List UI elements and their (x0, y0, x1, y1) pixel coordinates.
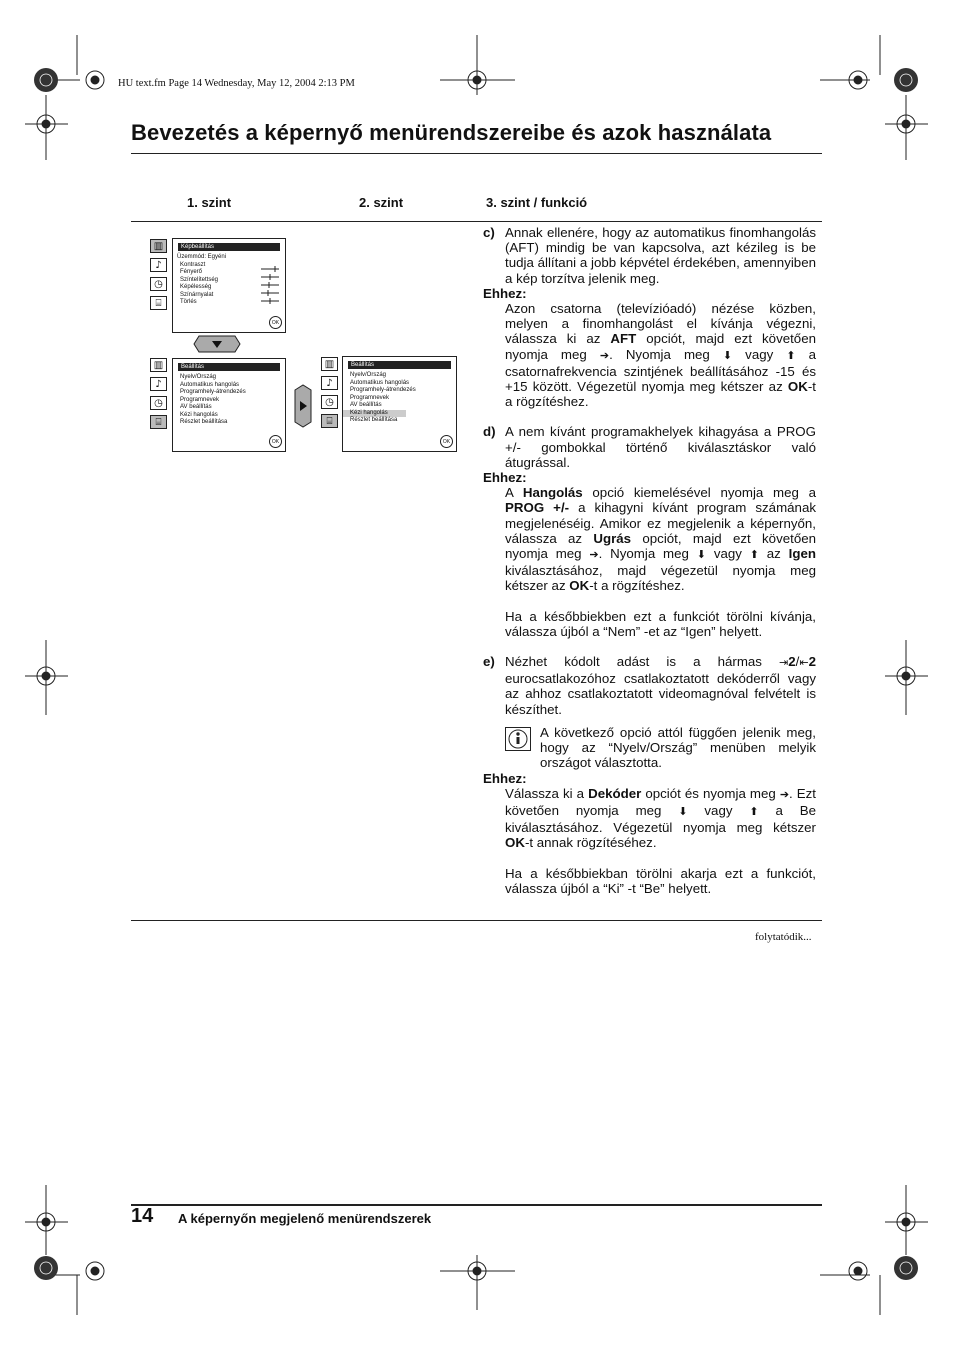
down-arrow-button-icon (193, 335, 241, 353)
menu-icons-level2 (150, 358, 168, 434)
menu-line: Részlet beállítása (350, 417, 398, 423)
timer-icon: ◷ (150, 396, 167, 410)
menu-line: Üzemmód: Egyéni (177, 254, 227, 260)
ok-button-icon: OK (269, 435, 282, 448)
instructions-column (483, 225, 816, 896)
right-arrow-icon: ➔ (589, 549, 599, 562)
menu-icons-level1 (150, 239, 168, 315)
continued-label: folytatódik... (755, 931, 812, 943)
down-arrow-icon: ⬇ (678, 805, 688, 818)
section-e-later: Ha a későbbiekban törölni akarja ezt a funkciót, válassza újból a “Ki” -t “Be” helyett. (505, 865, 816, 896)
section-c (483, 225, 816, 286)
menu-line-highlighted: Kézi hangolás (343, 410, 406, 418)
down-arrow-icon: ⬇ (696, 549, 706, 562)
section-d (483, 424, 816, 470)
section-e (483, 654, 816, 717)
section-d-steps: A Hangolás opció kiemelésével nyomja meg a PROG +/- a kihagyni kívánt program számának megjelenéséig. Amikor ez megjelenik a képernyőn, válassza az Ugrás opciót, majd ezt követően nyomja meg ➔. Nyomja meg ⬇ vagy ⬆ az Igen kiválasztásához, majd végezetül nyomja meg kétszer az OK-t a rögzítéshez. (505, 485, 817, 594)
section-c-steps: Azon csatorna (televízióadó) nézése közben, melyen a finomhangolást el kívánja végezni, válassza ki az AFT opciót, majd ezt követően nyomja meg ➔. Nyomja meg ⬇ vagy ⬆ a csatornafrekvencia szintjének beállításához -15 és +15 között. Végezetül nyomja meg kétszer az OK-t a rögzítéshez. (505, 301, 817, 410)
menu-line: Automatikus hangolás (350, 379, 410, 386)
av-input-icon: ⇥ (779, 657, 789, 670)
section-name: A képernyőn megjelenő menürendszerek (178, 1211, 432, 1226)
column-header-level3: 3. szint / funkció (486, 195, 588, 210)
page-number: 14 (131, 1205, 154, 1227)
setup-icon: ⌸ (150, 415, 167, 429)
menu-line: Törlés (180, 299, 197, 305)
timer-icon: ◷ (150, 277, 167, 291)
up-arrow-icon: ⬆ (749, 549, 759, 562)
setup-screen-level2 (172, 358, 286, 452)
menu-line: Színtelítettség (180, 276, 219, 283)
ok-button-icon: OK (440, 435, 453, 448)
section-intro: Nézhet kódolt adást is a hármas ⇥2/⇤2 eurocsatlakozóhoz csatlakoztatott dekóderről vagy az ahhoz csatlakoztatott videomagnóval felvételt is készíthet. (505, 654, 816, 717)
timer-icon: ◷ (321, 395, 338, 409)
up-arrow-icon: ⬆ (786, 349, 796, 362)
ehhez-label: Ehhez: (483, 285, 527, 301)
ok-button-icon: OK (269, 316, 282, 329)
menu-line: Fényerő (180, 269, 203, 275)
info-icon (505, 727, 531, 751)
right-arrow-button-icon (294, 384, 312, 428)
screen-title: Beállítás (178, 363, 280, 371)
up-arrow-icon: ⬆ (749, 805, 759, 818)
menu-line: Programhely-átrendezés (180, 389, 246, 395)
menu-line: AV beállítás (350, 402, 382, 408)
screen-title: Képbeállítás (178, 243, 280, 251)
file-meta: HU text.fm Page 14 Wednesday, May 12, 2004 2:13 PM (118, 78, 355, 89)
picture-settings-screen (172, 238, 286, 333)
section-tag: d) (483, 424, 496, 440)
menu-line: Nyelv/Ország (350, 372, 387, 378)
menu-line: AV beállítás (180, 404, 212, 410)
column-header-level1: 1. szint (187, 195, 232, 210)
setup-icon: ⌸ (321, 414, 338, 428)
menu-line: Programnevek (180, 396, 220, 403)
right-arrow-icon: ➔ (779, 788, 790, 801)
menu-line: Programnevek (350, 394, 390, 401)
setup-screen-level3 (342, 356, 457, 452)
menu-line: Kontraszt (180, 261, 206, 268)
menu-line: Automatikus hangolás (180, 381, 240, 388)
menu-line: Részlet beállítása (180, 419, 228, 425)
menu-line: Nyelv/Ország (180, 374, 217, 380)
menu-icons-level3 (321, 357, 339, 433)
av-output-icon: ⇤ (799, 657, 809, 670)
right-arrow-icon: ➔ (599, 349, 610, 362)
slider-bars (259, 265, 281, 311)
screen-title: Beállítás (348, 361, 451, 369)
sound-icon: ♪ (150, 258, 167, 272)
menu-line: Képélesség (180, 284, 212, 290)
sound-icon: ♪ (321, 376, 338, 390)
footer-rule (131, 1204, 822, 1206)
bottom-rule (131, 920, 822, 921)
section-tag: e) (483, 654, 495, 670)
section-intro: A nem kívánt programakhelyek kihagyása a PROG +/- gombokkal történő kiválasztáskor való átugrással. (505, 424, 816, 470)
menu-line: Programhely-átrendezés (350, 387, 416, 393)
menu-line: Színárnyalat (180, 291, 214, 298)
picture-icon: ▥ (150, 358, 167, 372)
menu-line: Kézi hangolás (180, 411, 218, 418)
section-intro: Annak ellenére, hogy az automatikus finomhangolás (AFT) mindig be van kapcsolva, azt kézileg is be tudja állítani a jobb képvétel érdekében, amennyiben a kép torzítva jelenik meg. (505, 225, 816, 286)
ehhez-label: Ehhez: (483, 770, 527, 786)
down-arrow-icon: ⬇ (722, 349, 733, 362)
sound-icon: ♪ (150, 377, 167, 391)
info-note-text: A következő opció attól függően jelenik meg, hogy az “Nyelv/Ország” menüben melyik országot választotta. (540, 724, 816, 771)
picture-icon: ▥ (321, 357, 338, 371)
ehhez-label: Ehhez: (483, 470, 527, 486)
column-header-level2: 2. szint (359, 195, 404, 210)
info-note (483, 725, 816, 771)
section-e-steps: Válassza ki a Dekóder opciót és nyomja meg ➔. Ezt követően nyomja meg ⬇ vagy ⬆ a Be kiválasztásához. Végezetül nyomja meg kétszer OK-t annak rögzítéséhez. (505, 785, 816, 851)
title-rule (131, 153, 822, 154)
section-tag: c) (483, 225, 495, 240)
section-d-later: Ha a későbbiekben ezt a funkciót törölni kívánja, válassza újból a “Nem” -et az “Igen” helyett. (505, 608, 816, 639)
header-rule (131, 221, 822, 222)
picture-icon: ▥ (150, 239, 167, 253)
page-title: Bevezetés a képernyő menürendszereibe és azok használata (131, 120, 772, 145)
setup-icon: ⌸ (150, 296, 167, 310)
